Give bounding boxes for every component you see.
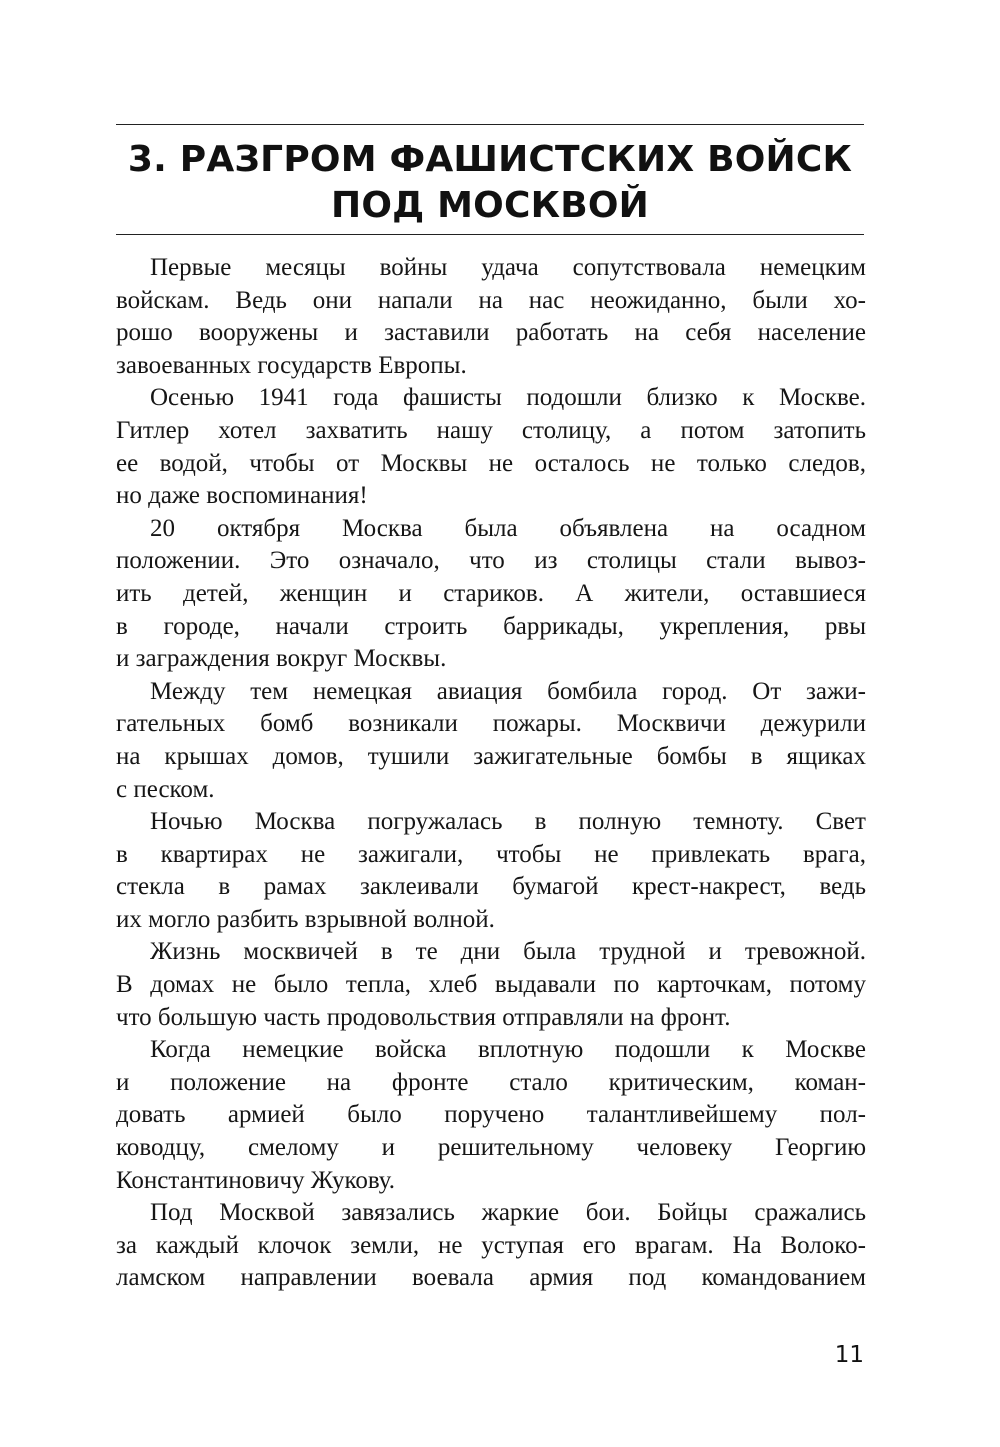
text-line: в городе, начали строить баррикады, укрепления, рвы bbox=[116, 612, 866, 640]
text-line: Гитлер хотел захватить нашу столицу, а потом затопить bbox=[116, 416, 866, 444]
body-text bbox=[116, 252, 866, 1295]
chapter-heading bbox=[116, 137, 864, 229]
text-line: что большую часть продовольствия отправляли на фронт. bbox=[116, 1003, 731, 1031]
heading-line-2: ПОД МОСКВОЙ bbox=[331, 185, 649, 226]
paragraph bbox=[116, 513, 866, 676]
paragraph bbox=[116, 1197, 866, 1295]
text-line: войскам. Ведь они напали на нас неожиданно, были хо- bbox=[116, 286, 866, 314]
text-line: в квартирах не зажигали, чтобы не привлекать врага, bbox=[116, 840, 866, 868]
text-line: рошо вооружены и заставили работать на себя население bbox=[116, 319, 866, 347]
text-line: Ночью Москва погружалась в полную темноту. Свет bbox=[150, 808, 866, 836]
text-line: с песком. bbox=[116, 775, 215, 803]
text-line: завоеванных государств Европы. bbox=[116, 351, 467, 379]
text-line: и заграждения вокруг Москвы. bbox=[116, 645, 447, 673]
text-line: В домах не было тепла, хлеб выдавали по карточкам, потому bbox=[116, 971, 866, 999]
page-number: 11 bbox=[834, 1342, 864, 1368]
text-line: Под Москвой завязались жаркие бои. Бойцы сражались bbox=[150, 1199, 866, 1227]
text-line: Когда немецкие войска вплотную подошли к Москве bbox=[150, 1036, 866, 1064]
text-line: ламском направлении воевала армия под командованием bbox=[116, 1264, 866, 1292]
paragraph bbox=[116, 252, 866, 382]
text-line: стекла в рамах заклеивали бумагой крест-накрест, ведь bbox=[116, 873, 866, 901]
heading-top-rule bbox=[116, 124, 864, 125]
heading-line-1: 3. РАЗГРОМ ФАШИСТСКИХ ВОЙСК bbox=[127, 139, 853, 180]
paragraph bbox=[116, 806, 866, 936]
text-line: но даже воспоминания! bbox=[116, 482, 368, 510]
paragraph bbox=[116, 676, 866, 806]
text-line: Первые месяцы войны удача сопутствовала немецким bbox=[150, 254, 866, 281]
text-line: Константиновичу Жукову. bbox=[116, 1166, 396, 1194]
text-line: довать армией было поручено талантливейшему пол- bbox=[116, 1101, 866, 1129]
text-line: за каждый клочок земли, не уступая его врагам. На Волоко- bbox=[116, 1231, 866, 1259]
text-line: гательных бомб возникали пожары. Москвичи дежурили bbox=[116, 710, 866, 738]
text-line: на крышах домов, тушили зажигательные бомбы в ящиках bbox=[116, 742, 866, 770]
text-line: положении. Это означало, что из столицы стали вывоз- bbox=[116, 547, 866, 575]
text-line: ее водой, чтобы от Москвы не осталось не только следов, bbox=[116, 449, 866, 477]
text-line: ить детей, женщин и стариков. А жители, оставшиеся bbox=[116, 579, 866, 607]
paragraph bbox=[116, 936, 866, 1034]
text-line: и положение на фронте стало критическим, коман- bbox=[116, 1068, 866, 1096]
text-line: 20 октября Москва была объявлена на осадном bbox=[150, 514, 866, 542]
text-line: Осенью 1941 года фашисты подошли близко к Москве. bbox=[150, 384, 866, 412]
heading-bottom-rule bbox=[116, 234, 864, 235]
text-line: Между тем немецкая авиация бомбила город. От зажи- bbox=[150, 677, 866, 705]
text-line: Жизнь москвичей в те дни была трудной и тревожной. bbox=[150, 938, 866, 966]
paragraph bbox=[116, 382, 866, 512]
text-line: ководцу, смелому и решительному человеку Георгию bbox=[116, 1134, 866, 1162]
paragraph bbox=[116, 1034, 866, 1197]
text-line: их могло разбить взрывной волной. bbox=[116, 905, 495, 933]
